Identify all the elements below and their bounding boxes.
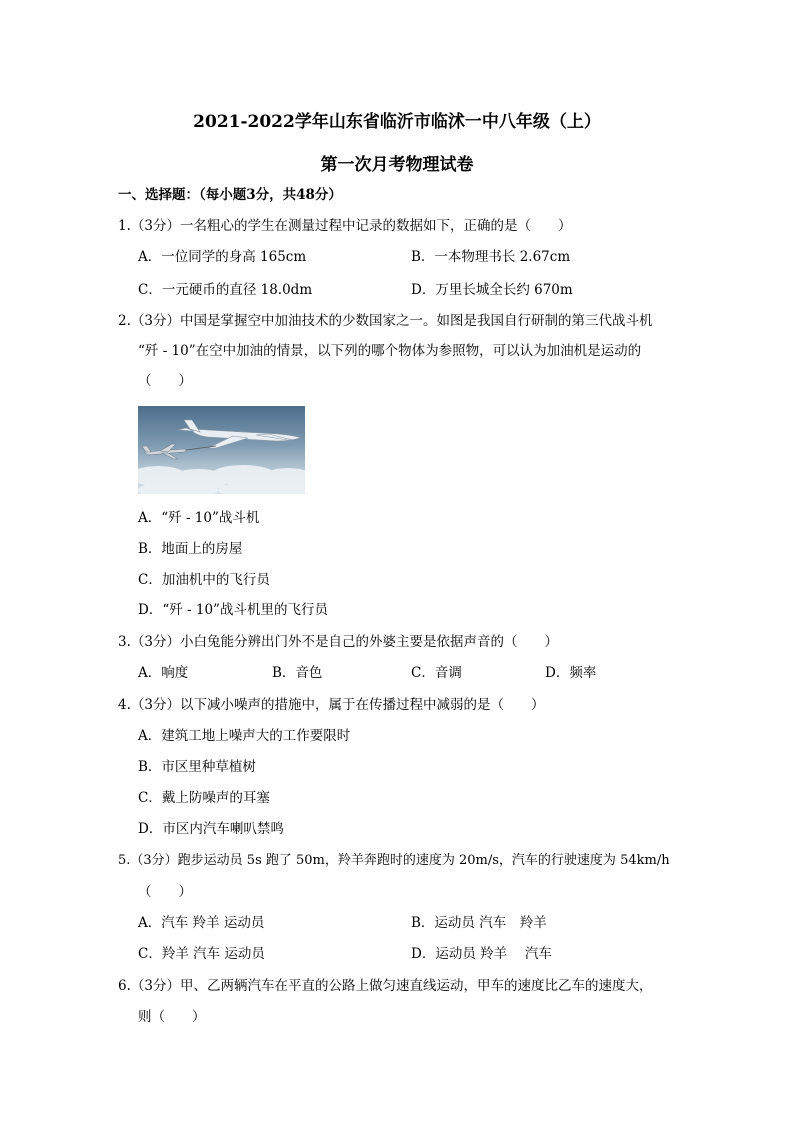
question-3-stem: 3.（3分）小白兔能分辨出门外不是自己的外婆主要是依据声音的（ ） (118, 634, 558, 650)
question-6-stem-line1: 6.（3分）甲、乙两辆汽车在平直的公路上做匀速直线运动，甲车的速度比乙车的速度大， (118, 978, 653, 994)
question-1-option-c: C．一元硬币的直径 18.0dm (138, 282, 313, 298)
question-1-option-d: D．万里长城全长约 670m (411, 282, 573, 298)
question-3-option-a: A．响度 (138, 665, 189, 681)
question-2-stem-line3: （ ） (138, 373, 192, 389)
question-5-stem-line2: （ ） (138, 884, 192, 900)
question-5-option-c: C．羚羊 汽车 运动员 (138, 946, 265, 962)
section-heading: 一、选择题：（每小题3分，共48分） (118, 187, 342, 203)
question-5-stem-line1: 5.（3分）跑步运动员 5s 跑了 50m，羚羊奔跑时的速度为 20m/s，汽车的行驶速度为 54km/h (118, 853, 670, 868)
question-2-stem-line2: “歼 - 10”在空中加油的情景，以下列的哪个物体为参照物，可以认为加油机是运动的 (138, 343, 642, 359)
question-1-option-b: B．一本物理书长 2.67cm (411, 249, 571, 265)
question-2-option-b: B．地面上的房屋 (138, 541, 243, 557)
question-4-stem: 4.（3分）以下减小噪声的措施中，属于在传播过程中减弱的是（ ） (118, 697, 545, 713)
question-3-option-d: D．频率 (545, 665, 597, 681)
question-2-option-c: C．加油机中的飞行员 (138, 572, 270, 588)
exam-title-line1: 2021-2022学年山东省临沂市临沭一中八年级（上） (193, 112, 601, 132)
question-3-option-c: C．音调 (411, 665, 462, 681)
question-2-option-a: A．“歼 - 10”战斗机 (138, 510, 260, 526)
question-6-stem-line2: 则（ ） (138, 1009, 206, 1025)
exam-title-line2: 第一次月考物理试卷 (320, 155, 474, 175)
question-2-option-d: D．“歼 - 10”战斗机里的飞行员 (138, 602, 328, 618)
question-5-option-d: D．运动员 羚羊 汽车 (411, 946, 552, 962)
question-2-stem-line1: 2.（3分）中国是掌握空中加油技术的少数国家之一。如图是我国自行研制的第三代战斗机 (118, 313, 653, 329)
question-1-stem: 1.（3分）一名粗心的学生在测量过程中记录的数据如下，正确的是（ ） (118, 218, 572, 234)
question-4-option-d: D．市区内汽车喇叭禁鸣 (138, 821, 284, 837)
question-4-option-b: B．市区里种草植树 (138, 759, 256, 775)
question-4-option-a: A．建筑工地上噪声大的工作要限时 (138, 728, 351, 744)
question-5-option-a: A．汽车 羚羊 运动员 (138, 915, 265, 931)
question-3-option-b: B．音色 (272, 665, 323, 681)
aerial-refueling-photo (138, 406, 305, 494)
question-4-option-c: C．戴上防噪声的耳塞 (138, 790, 270, 806)
question-1-option-a: A．一位同学的身高 165cm (138, 249, 307, 265)
question-5-option-b: B．运动员 汽车 羚羊 (411, 915, 547, 931)
